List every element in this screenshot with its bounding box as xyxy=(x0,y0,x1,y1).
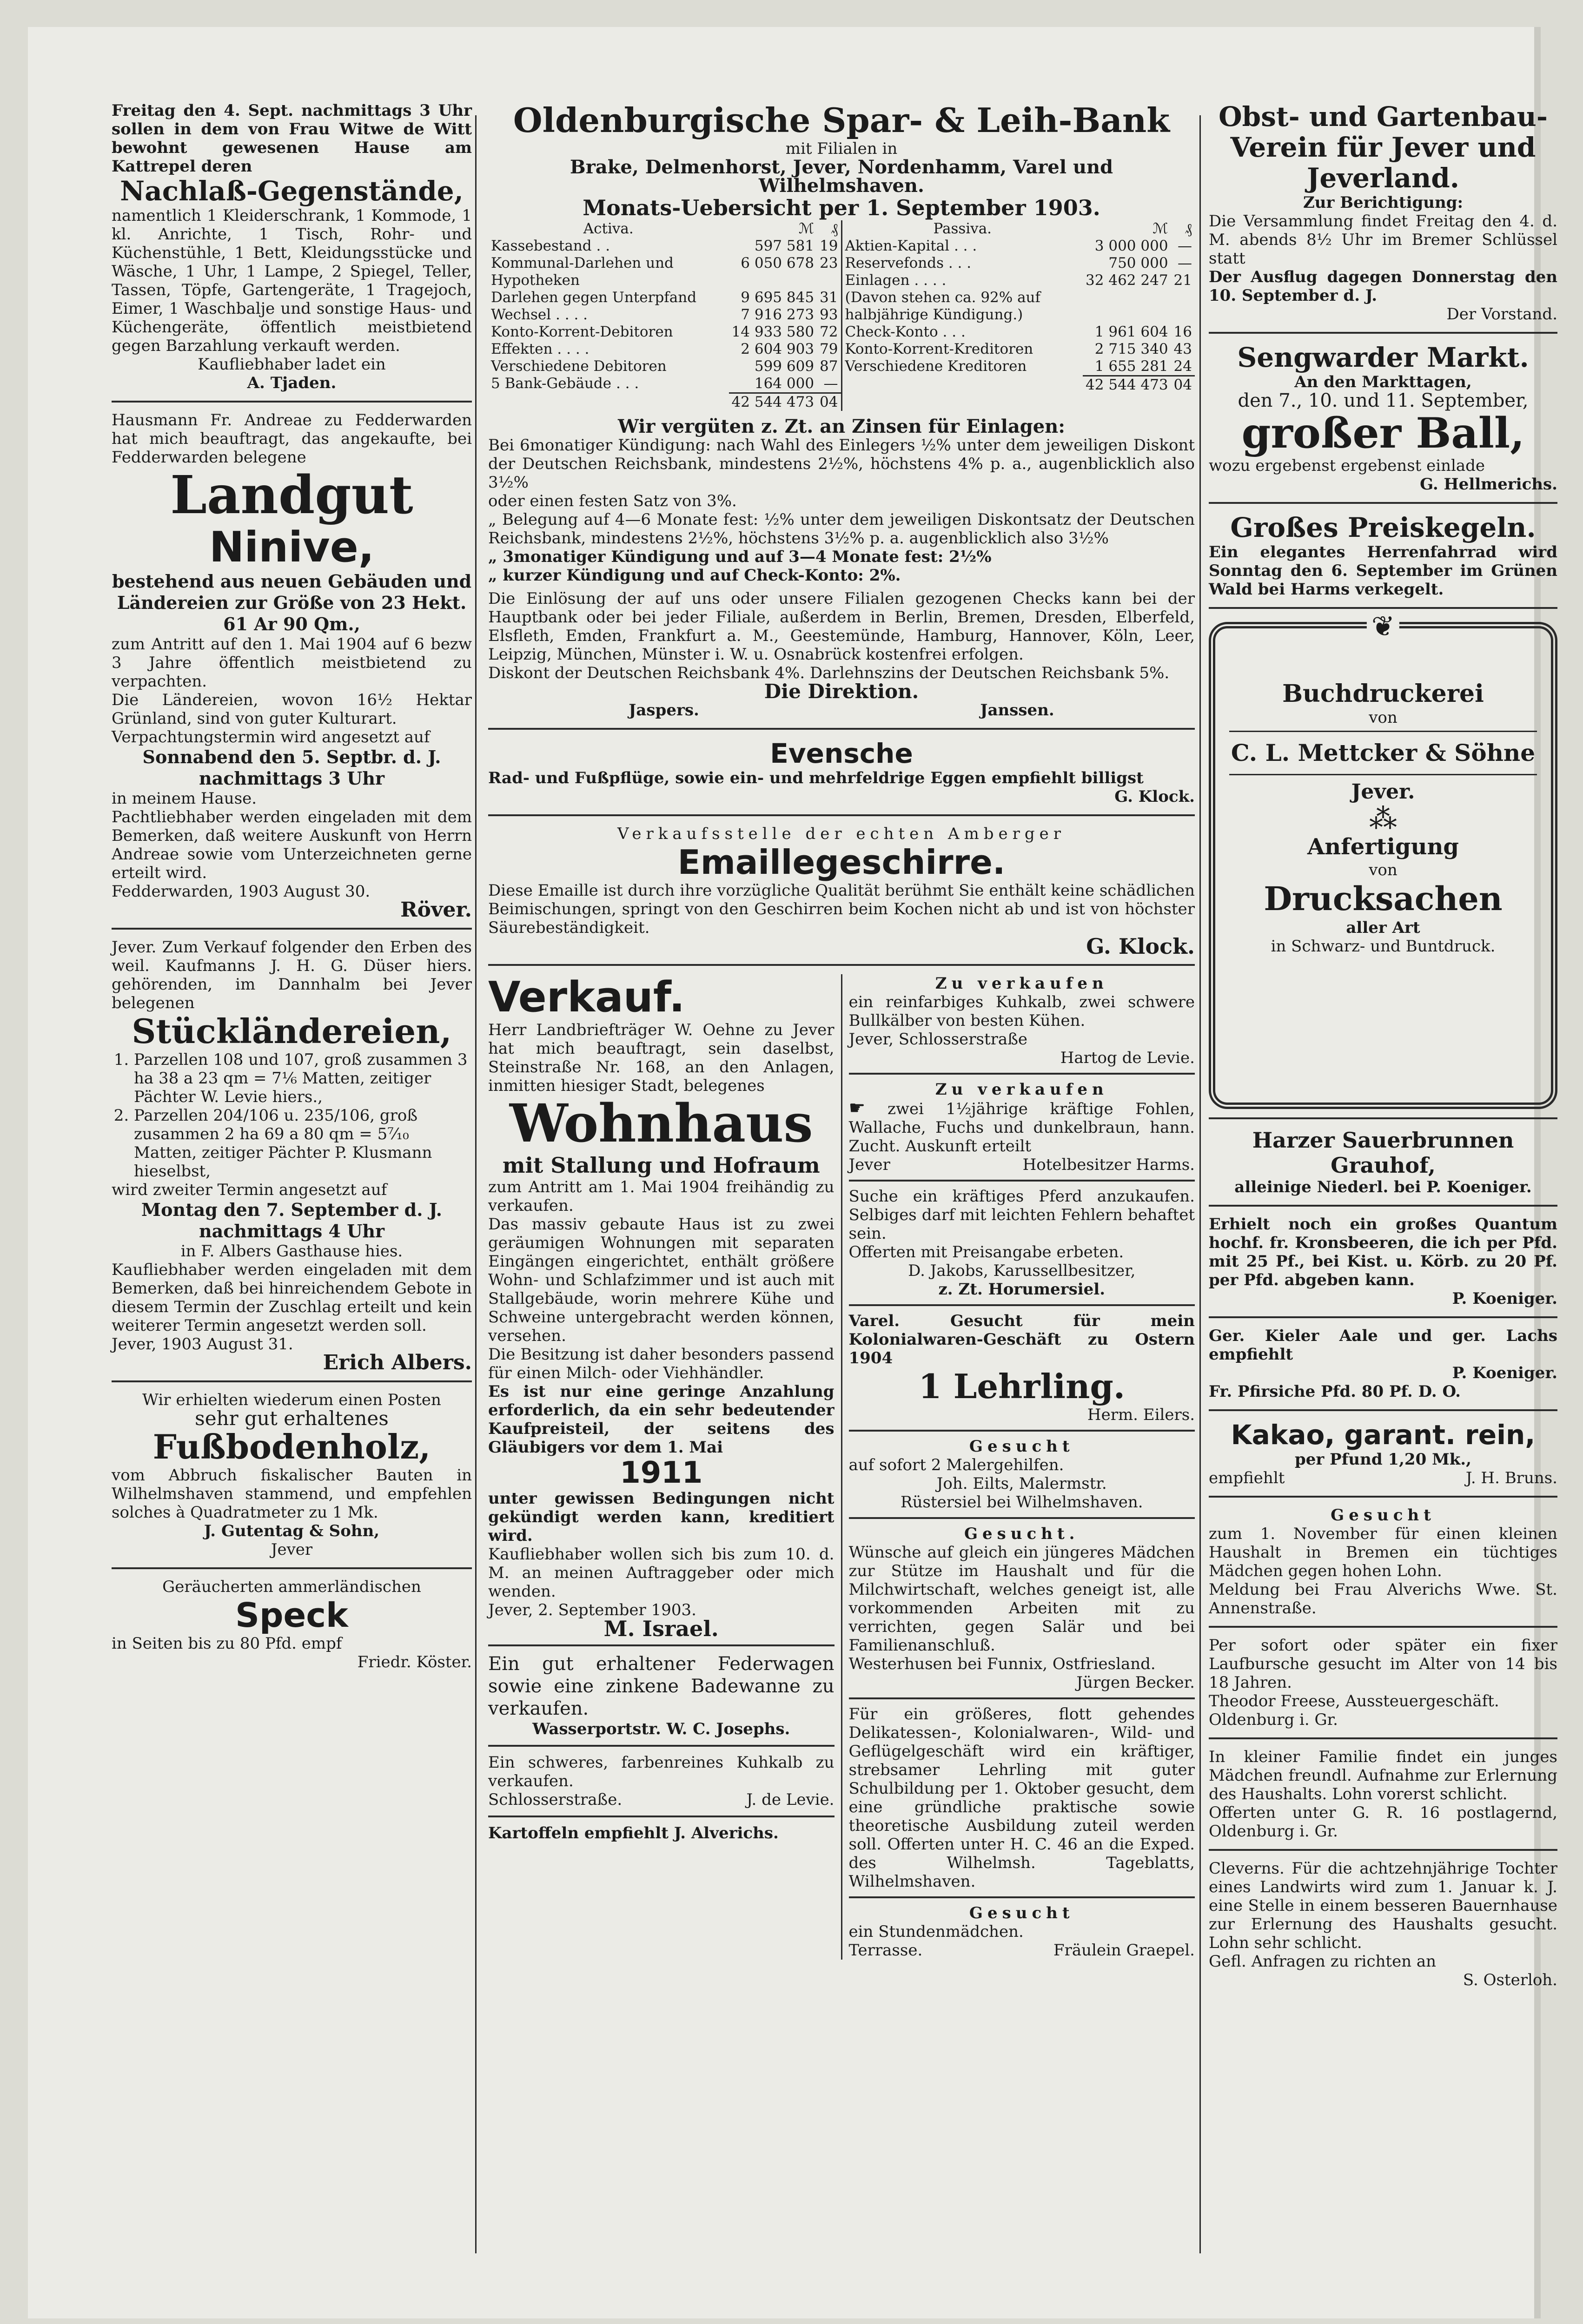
ad-body: Per sofort oder später ein fixer Laufbursche gesucht im Alter von 14 bis 18 Jahren. xyxy=(1209,1636,1557,1692)
ad-body xyxy=(849,1099,1195,1155)
activa-table xyxy=(488,220,841,411)
ad-date: den 7., 10. und 11. September, xyxy=(1238,390,1529,411)
ad-body: Die Ländereien, wovon 16½ Hektar Grünland, sind von guter Kulturart. xyxy=(112,691,472,728)
row-label: Kassebestand . . xyxy=(491,238,610,254)
bank-title: Oldenburgische Spar- & Leih-Bank xyxy=(513,100,1170,140)
row-label: Wechsel . . . . xyxy=(491,306,588,323)
ad-haushalt xyxy=(1209,1737,1557,1841)
ad-kronsbeeren xyxy=(1209,1205,1557,1308)
ad-footer xyxy=(488,1790,835,1809)
ad-body: wird zweiter Termin angesetzt auf xyxy=(112,1181,387,1199)
frame-line: in Schwarz- und Buntdruck. xyxy=(1271,937,1496,956)
row-amount-pf: 72 xyxy=(820,324,838,340)
ad-signature: z. Zt. Horumersiel. xyxy=(938,1280,1106,1299)
row-label: 5 Bank-Gebäude . . . xyxy=(491,375,639,392)
ad-intro: Hausmann Fr. Andreae zu Fedderwarden hat mich beauftragt, das angekaufte, bei Fedderwarden belegene xyxy=(112,411,472,467)
ad-bank xyxy=(488,101,1195,720)
table-row xyxy=(842,238,1195,255)
ad-subhead: Zur Berichtigung: xyxy=(1303,193,1464,212)
ad-subhead: An den Markttagen, xyxy=(1294,373,1472,391)
director-name: Janssen. xyxy=(980,701,1054,720)
ad-signature: G. Klock. xyxy=(1086,934,1195,959)
ad-buchdruckerei xyxy=(1209,607,1557,1109)
ad-intro: Verkaufsstelle der echten Amberger xyxy=(617,825,1066,843)
currency-mark: ₰ xyxy=(1185,220,1192,237)
ad-signature: Hotelbesitzer Harms. xyxy=(1022,1155,1195,1174)
ad-place: Schlosserstraße. xyxy=(488,1790,623,1809)
row-amount-pf: 19 xyxy=(820,238,838,254)
interest-line: „ Belegung auf 4—6 Monate fest: ½% unter dem jeweiligen Diskontsatz der Deutschen Reichsbank, mindestens 2½%, höchstens 3½% p. a. augenblicklich also 3½% xyxy=(488,510,1195,548)
row-amount-mark xyxy=(1083,289,1171,324)
frame-line: von xyxy=(1369,861,1398,879)
ad-signature: Röver. xyxy=(400,898,472,922)
ad-body: Wünsche auf gleich ein jüngeres Mädchen zur Stütze im Haushalt und für die Milchwirtschaft, welches geneigt ist, alle vorkommenden Arbeiten mit zu verrichten, gegen Salär und bei Familienanschluß. xyxy=(848,1543,1195,1655)
ad-body: zum 1. November für einen kleinen Haushalt in Bremen ein tüchtiges Mädchen gegen hohen Lohn. xyxy=(1209,1525,1557,1580)
ad-headline: Stückländereien, xyxy=(132,1011,452,1051)
ad-evensche xyxy=(488,728,1195,806)
ad-signature: Wasserportstr. W. C. Josephs. xyxy=(532,1720,790,1738)
frame-line: Drucksachen xyxy=(1264,879,1503,918)
ad-signature: M. Israel. xyxy=(603,1616,719,1641)
row-amount-pf: 24 xyxy=(1173,358,1192,375)
row-label xyxy=(488,393,729,411)
balance-sheet xyxy=(488,220,1195,411)
row-amount-pf: 16 xyxy=(1173,324,1192,340)
ad-lehrling xyxy=(849,1304,1195,1424)
column-right xyxy=(1209,101,1557,1989)
ad-intro: Freitag den 4. Sept. nachmittags 3 Uhr sollen in dem von Frau Witwe de Witt bewohnt gewesenen Hause am Kattrepel deren xyxy=(112,101,472,176)
row-label: Kommunal-Darlehen und Hypotheken xyxy=(491,255,674,289)
ad-place: Jever xyxy=(271,1540,313,1559)
ad-body: Die Versammlung findet Freitag den 4. d. M. abends 8½ Uhr im Bremer Schlüssel statt xyxy=(1209,212,1557,268)
ad-subcolumns xyxy=(488,964,1195,1960)
ad-body: Suche ein kräftiges Pferd anzukaufen. Selbiges darf mit leichten Fehlern behaftet sein. xyxy=(848,1187,1195,1243)
frame-line: aller Art xyxy=(1346,918,1420,937)
ad-footer xyxy=(1209,1469,1557,1487)
total-amount-mark: 42 544 473 xyxy=(1083,376,1171,394)
table-total-row xyxy=(842,376,1195,394)
row-amount-pf: 93 xyxy=(820,306,838,323)
ad-headline: Verkauf. xyxy=(488,973,685,1022)
ad-intro: Jever. Zum Verkauf folgender den Erben des weil. Kaufmanns J. H. G. Düser hiers. gehörenden, im Dannhalm bei Jever belegenen xyxy=(112,938,472,1012)
row-amount-pf: 31 xyxy=(820,289,838,306)
pointing-hand-icon: ☛ xyxy=(848,1097,866,1119)
row-label xyxy=(842,376,1083,394)
ad-kuhkalb-1 xyxy=(849,974,1195,1067)
passiva-side xyxy=(841,220,1195,411)
ad-headline-2: Ninive, xyxy=(209,523,374,572)
ad-body: Cleverns. Für die achtzehnjährige Tochter eines Landwirts wird zum 1. Januar k. J. eine Stelle in einem besseren Bauernhause zur Erlernung des Haushalts gesucht. Lohn sehr schlicht. xyxy=(1209,1859,1557,1952)
row-amount-mark: 32 462 247 xyxy=(1086,272,1168,289)
table-row xyxy=(488,289,841,306)
frame-line: Anfertigung xyxy=(1307,834,1459,860)
ad-signature: Friedr. Köster. xyxy=(357,1653,472,1671)
ad-maedchen xyxy=(849,1517,1195,1692)
table-row xyxy=(842,255,1195,272)
ad-headline: Großes Preiskegeln. xyxy=(1230,512,1536,543)
ad-body: Gefl. Anfragen zu richten an xyxy=(1209,1952,1437,1971)
newspaper-page xyxy=(28,27,1557,2318)
ad-headline: Gesucht xyxy=(969,1904,1074,1922)
ad-grauhof xyxy=(1209,1117,1557,1196)
ad-body: Meldung bei Frau Alverichs Wwe. St. Annenstraße. xyxy=(1209,1580,1557,1618)
ad-body: Der Ausflug dagegen Donnerstag den 10. September d. J. xyxy=(1209,268,1557,305)
ad-signature: D. Jakobs, Karussellbesitzer, xyxy=(908,1261,1136,1280)
ad-fussbodenholz xyxy=(112,1380,472,1559)
table-row xyxy=(488,341,841,358)
ad-signature: J. Gutentag & Sohn, xyxy=(204,1522,380,1540)
ad-subhead: mit Stallung und Hofraum xyxy=(502,1153,820,1178)
row-label: Check-Konto . . . xyxy=(845,324,966,340)
currency-mark: ℳ xyxy=(1152,220,1168,237)
subcolumn-right xyxy=(841,974,1195,1960)
passiva-table xyxy=(842,220,1195,394)
ad-subhead: alleinige Niederl. bei P. Koeniger. xyxy=(1234,1178,1532,1196)
ad-signature: S. Osterloh. xyxy=(1463,1971,1557,1989)
total-amount-pf: 04 xyxy=(1171,376,1195,394)
ad-body: auf sofort 2 Malergehilfen. xyxy=(848,1456,1064,1474)
ad-headline: Landgut xyxy=(170,465,413,526)
ad-signature: A. Tjaden. xyxy=(247,374,337,392)
ad-gesucht-bremen xyxy=(1209,1496,1557,1618)
passiva-label: Passiva. xyxy=(933,220,992,237)
ad-body: zum Antritt auf den 1. Mai 1904 auf 6 bezw 3 Jahre öffentlich meistbietend zu verpachten. xyxy=(112,635,472,691)
row-label: Effekten . . . . xyxy=(491,341,589,357)
ad-headline: Gesucht xyxy=(969,1437,1074,1456)
subcolumn-left xyxy=(488,974,841,1960)
ad-body: ein Stundenmädchen. xyxy=(848,1922,1024,1941)
ad-signature: J. de Levie. xyxy=(746,1790,835,1809)
row-label: Konto-Korrent-Kreditoren xyxy=(845,341,1033,357)
ad-fohlen xyxy=(849,1073,1195,1174)
ad-headline: Gesucht. xyxy=(964,1525,1080,1543)
ad-body: In kleiner Familie findet ein junges Mädchen freundl. Aufnahme zur Erlernung des Haushalts. Lohn vorerst schlicht. xyxy=(1209,1748,1557,1803)
ad-signature: Hartog de Levie. xyxy=(1060,1049,1195,1067)
ad-signature: J. H. Bruns. xyxy=(1465,1469,1557,1487)
ad-subhead: bestehend aus neuen Gebäuden und Ländereien zur Größe von 23 Hekt. 61 Ar 90 Qm., xyxy=(112,571,472,634)
row-amount-mark: 164 000 xyxy=(754,375,815,392)
ad-body: Kaufliebhaber wollen sich bis zum 10. d. M. an meinen Auftraggeber oder mich wenden. xyxy=(488,1545,835,1601)
ad-preiskegeln xyxy=(1209,502,1557,599)
ad-place: Oldenburg i. Gr. xyxy=(1209,1710,1338,1729)
row-amount-pf: — xyxy=(823,375,838,392)
row-label: Verschiedene Kreditoren xyxy=(845,358,1027,375)
ad-obstbau xyxy=(1209,101,1557,324)
ad-intro: Wir erhielten wiederum einen Posten xyxy=(142,1391,441,1409)
ad-body: Pachtliebhaber werden eingeladen mit dem Bemerken, daß weitere Auskunft von Herrn Andreae sowie vom Unterzeichneten gerne erteilt wird. xyxy=(112,808,472,882)
ad-intro: Geräucherten ammerländischen xyxy=(162,1578,421,1596)
ad-federwagen xyxy=(488,1644,835,1738)
ad-intro: Herr Landbriefträger W. Oehne zu Jever hat mich beauftragt, sein daselbst, Steinstraße Nr. 168, an den Anlagen, inmitten hiesiger Stadt, belegenes xyxy=(488,1021,835,1095)
row-amount-mark: 597 581 xyxy=(754,238,815,254)
ad-signature: P. Koeniger. xyxy=(1452,1364,1557,1382)
row-amount-mark: 7 916 273 xyxy=(741,306,815,323)
currency-mark: ℳ xyxy=(798,220,815,237)
interest-heading: Wir vergüten z. Zt. an Zinsen für Einlagen: xyxy=(617,416,1066,437)
table-row xyxy=(842,341,1195,358)
row-label: Konto-Korrent-Debitoren xyxy=(491,324,673,340)
column-rule xyxy=(475,115,477,2253)
bank-report-title: Monats-Uebersicht per 1. September 1903. xyxy=(583,195,1100,220)
ad-body: ein reinfarbiges Kuhkalb, zwei schwere Bullkälber von besten Kühen. xyxy=(848,993,1195,1030)
ad-place: Jever xyxy=(848,1155,890,1174)
ad-body: Kartoffeln empfiehlt J. Alverichs. xyxy=(488,1824,779,1842)
ad-body: zum Antritt am 1. Mai 1904 freihändig zu verkaufen. xyxy=(488,1178,835,1215)
currency-mark: ₰ xyxy=(831,220,838,237)
ad-kuhkalb xyxy=(488,1745,835,1809)
ad-place: in F. Albers Gasthause hies. xyxy=(180,1242,403,1261)
ad-signature: Erich Albers. xyxy=(323,1351,472,1374)
row-amount-pf: — xyxy=(1178,255,1192,271)
ad-body-text: zwei 1½jährige kräftige Fohlen, Wallache, Fuchs und dunkelbraun, hann. Zucht. Auskunft erteilt xyxy=(848,1100,1195,1155)
ad-cleverns xyxy=(1209,1849,1557,1989)
row-label: Darlehen gegen Unterpfand xyxy=(491,289,697,306)
ad-place: Terrasse. xyxy=(848,1941,923,1960)
frame-line: C. L. Mettcker & Söhne xyxy=(1229,731,1537,775)
ad-body: Für ein größeres, flott gehendes Delikatessen-, Kolonialwaren-, Wild- und Geflügelgeschäft wird ein kräftiger, strebsamer Lehrling mit guter Schulbildung per 1. Oktober gesucht, dem eine gründliche praktische sowie theoretische Ausbildung zuteil werden soll. Offerten unter H. C. 46 an die Exped. des Wilhelmsh. Tageblatts, Wilhelmshaven. xyxy=(848,1705,1195,1891)
ad-dateline: Jever, 1903 August 31. xyxy=(112,1335,293,1353)
row-amount-mark: 9 695 845 xyxy=(741,289,815,306)
ad-body: Erhielt noch ein großes Quantum hochf. fr. Kronsbeeren, die ich per Pfd. mit 25 Pf., bei Kist. u. Körb. zu 20 Pf. per Pfd. abgeben kann. xyxy=(1209,1215,1557,1289)
ad-body: Ein gut erhaltener Federwagen sowie eine zinkene Badewanne zu verkaufen. xyxy=(488,1653,835,1719)
total-amount-mark: 42 544 473 xyxy=(729,393,817,411)
ad-signature: Joh. Eilts, Malermstr. xyxy=(936,1474,1107,1493)
ad-speck xyxy=(112,1567,472,1671)
table-row xyxy=(488,306,841,324)
ad-body: Fr. Pfirsiche Pfd. 80 Pf. D. O. xyxy=(1209,1382,1461,1401)
table-row xyxy=(842,324,1195,341)
ad-signature: Herm. Eilers. xyxy=(1087,1406,1195,1424)
ad-tail: Kaufliebhaber ladet ein xyxy=(198,355,386,374)
bank-note: Diskont der Deutschen Reichsbank 4%. Darlehnszins der Deutschen Reichsbank 5%. xyxy=(488,664,1170,682)
ad-place: in meinem Hause. xyxy=(112,789,257,808)
interest-line: „ kurzer Kündigung und auf Check-Konto: 2%. xyxy=(488,566,901,585)
ad-headline: Sengwarder Markt. xyxy=(1237,342,1529,373)
row-amount-pf: 21 xyxy=(1173,272,1192,289)
row-amount-mark: 6 050 678 xyxy=(741,255,815,271)
ad-body: Offerten mit Preisangabe erbeten. xyxy=(848,1243,1124,1261)
ad-aale xyxy=(1209,1316,1557,1401)
list-item: 2. Parzellen 204/106 u. 235/106, groß zusammen 2 ha 69 a 80 qm = 5⁷⁄₁₀ Matten, zeitiger Pächter P. Klusmann hieselbst, xyxy=(134,1106,472,1181)
row-label: Einlagen . . . . xyxy=(845,272,947,289)
row-amount-pf: 23 xyxy=(820,255,838,271)
interest-line: „ 3monatiger Kündigung und auf 3—4 Monate fest: 2½% xyxy=(488,548,992,566)
ad-body: Die Besitzung ist daher besonders passend für einen Milch- oder Viehhändler. xyxy=(488,1345,835,1382)
ad-body: Ger. Kieler Aale und ger. Lachs empfiehlt xyxy=(1209,1327,1557,1364)
ad-headline: 1 Lehrling. xyxy=(918,1367,1125,1406)
column-rule xyxy=(1199,115,1201,2253)
row-label: Verschiedene Debitoren xyxy=(491,358,667,375)
ad-stundenmaedchen xyxy=(849,1896,1195,1960)
ad-landgut xyxy=(112,401,472,922)
row-amount-mark: 14 933 580 xyxy=(731,324,815,340)
row-amount-mark: 3 000 000 xyxy=(1094,238,1168,254)
ad-dateline: Fedderwarden, 1903 August 30. xyxy=(112,882,371,901)
ad-kakao xyxy=(1209,1409,1557,1487)
frame-line: Jever. xyxy=(1351,780,1415,804)
ad-body: wozu ergebenst ergebenst einlade xyxy=(1209,456,1485,475)
ad-body: in Seiten bis zu 80 Pfd. empf xyxy=(112,1634,342,1653)
ad-place: Rüstersiel bei Wilhelmshaven. xyxy=(900,1493,1143,1512)
ad-date: Sonnabend den 5. Septbr. d. J. nachmittags 3 Uhr xyxy=(142,746,441,789)
row-amount-mark: 750 000 xyxy=(1108,255,1168,271)
ad-signature: Der Vorstand. xyxy=(1446,305,1557,324)
ad-body: vom Abbruch fiskalischer Bauten in Wilhelmshaven stammend, und empfehlen solches à Quadratmeter zu 1 Mk. xyxy=(112,1466,472,1522)
bank-directors xyxy=(488,701,1195,720)
parcel-list xyxy=(112,1050,472,1181)
ad-nachlass xyxy=(112,101,472,392)
ad-headline: Zu verkaufen xyxy=(935,1080,1108,1099)
ad-body: Kaufliebhaber werden eingeladen mit dem Bemerken, daß bei hinreichendem Gebote in diesem Termin der Zuschlag erteilt und kein weiterer Termin angesetzt werden soll. xyxy=(112,1261,472,1335)
ad-signature: Fräulein Graepel. xyxy=(1053,1941,1195,1960)
table-row xyxy=(488,238,841,255)
ad-body: Das massiv gebaute Haus ist zu zwei geräumigen Wohnungen mit separaten Eingängen eingerichtet, enthält größere Wohn- und Schlafzimmer und ist auch mit Stallgebäude, worin mehrere Kühe und Schweine untergebracht werden können, versehen. xyxy=(488,1215,835,1345)
row-amount-pf: 43 xyxy=(1173,341,1192,357)
ad-body: namentlich 1 Kleiderschrank, 1 Kommode, 1 kl. Anrichte, 1 Tisch, Rohr- und Küchenstühle, 1 Bett, Kleidungsstücke und Wäsche, 1 Uhr, 1 Lampe, 2 Spiegel, Teller, Tassen, Töpfe, Gartengeräte, 1 Tragejoch, Eimer, 1 Waschbalje und sonstige Haus- und Küchengeräte, öffentlich meistbietend gegen Barzahlung verkauft werden. xyxy=(112,206,472,355)
list-item: 1. Parzellen 108 und 107, groß zusammen 3 ha 38 a 23 qm = 7⅙ Matten, zeitiger Pächter W. Levie hiers., xyxy=(134,1050,472,1106)
ad-date: Montag den 7. September d. J. nachmittags 4 Uhr xyxy=(141,1199,442,1241)
ad-body: Diese Emaille ist durch ihre vorzügliche Qualität berühmt Sie enthält keine schädlichen Beimischungen, springt von den Geschirren beim Kochen nicht ab und ist von höchster Säurebeständigkeit. xyxy=(488,881,1195,937)
row-amount-mark: 2 715 340 xyxy=(1094,341,1168,357)
ad-signature: Jürgen Becker. xyxy=(1076,1673,1195,1692)
row-label: Reservefonds . . . xyxy=(845,255,972,271)
ad-subhead: sehr gut erhaltenes xyxy=(195,1407,389,1430)
ad-subhead: per Pfund 1,20 Mk., xyxy=(1295,1450,1471,1469)
ad-signature: Theodor Freese, Aussteuergeschäft. xyxy=(1209,1692,1499,1710)
ad-headline: Kakao, garant. rein, xyxy=(1231,1419,1536,1451)
table-row xyxy=(842,272,1195,289)
row-label: Aktien-Kapital . . . xyxy=(845,238,977,254)
row-amount-mark: 1 655 281 xyxy=(1094,358,1168,375)
ad-headline: Zu verkaufen xyxy=(935,974,1108,993)
ad-headline-2: großer Ball, xyxy=(1241,409,1525,458)
ad-place: Westerhusen bei Funnix, Ostfriesland. xyxy=(848,1655,1156,1673)
director-name: Jaspers. xyxy=(629,701,699,720)
table-row xyxy=(488,324,841,341)
ad-laufbursche xyxy=(1209,1626,1557,1729)
table-total-row xyxy=(488,393,841,411)
ad-body: Verpachtungstermin wird angesetzt auf xyxy=(112,728,430,746)
bank-signature: Die Direktion. xyxy=(764,680,919,703)
activa-side xyxy=(488,220,841,411)
ad-malergehilfen xyxy=(849,1430,1195,1512)
activa-label: Activa. xyxy=(583,220,634,237)
row-amount-pf xyxy=(1171,289,1195,324)
row-amount-pf: 79 xyxy=(820,341,838,357)
ad-body: Es ist nur eine geringe Anzahlung erforderlich, da ein sehr bedeutender Kaufpreisteil, der seitens des Gläubigers vor dem 1. Mai xyxy=(488,1382,835,1457)
ad-delikatessen xyxy=(849,1697,1195,1891)
ad-sengwarder xyxy=(1209,332,1557,494)
bank-note: Die Einlösung der auf uns oder unsere Filialen gezogenen Checks kann bei der Hauptbank oder bei jeder Filiale, außerdem in Berlin, Bremen, Dresden, Elberfeld, Elsfleth, Emden, Frankfurt a. M., Geestemünde, Hamburg, Hannover, Köln, Leer, Leipzig, München, Münster i. W. u. Osnabrück kostenfrei erfolgen. xyxy=(488,589,1195,664)
frame-line: von xyxy=(1369,708,1398,727)
ad-headline: Fußbodenholz, xyxy=(152,1427,431,1466)
row-amount-mark: 2 604 903 xyxy=(741,341,815,357)
row-amount-mark: 1 961 604 xyxy=(1094,324,1168,340)
ad-intro: Varel. Gesucht für mein Kolonialwaren-Geschäft zu Ostern 1904 xyxy=(848,1312,1195,1367)
ad-headline: Speck xyxy=(235,1596,348,1635)
flower-ornament-icon: ❦ xyxy=(1367,613,1399,640)
ad-footer xyxy=(849,1155,1195,1174)
ad-signature: P. Koeniger. xyxy=(1452,1289,1557,1308)
ad-headline: Emaillegeschirre. xyxy=(677,843,1006,882)
row-amount-pf: — xyxy=(1178,238,1192,254)
ad-body: Rad- und Fußpflüge, sowie ein- und mehrfeldrige Eggen empfiehlt billigst xyxy=(488,769,1144,787)
ad-body: Ein schweres, farbenreines Kuhkalb zu verkaufen. xyxy=(488,1753,835,1790)
flourish-ornament-icon: ⁂ xyxy=(1369,803,1397,835)
table-row xyxy=(842,289,1195,324)
row-label: (Davon stehen ca. 92% auf halbjährige Kündigung.) xyxy=(845,289,1040,323)
table-row xyxy=(488,375,841,393)
row-amount-mark: 599 609 xyxy=(754,358,815,375)
ad-pferd xyxy=(849,1180,1195,1299)
table-row xyxy=(488,255,841,289)
ornamental-frame xyxy=(1209,610,1557,1109)
frame-line: Buchdruckerei xyxy=(1282,680,1484,708)
ad-signature: G. Klock. xyxy=(1114,787,1195,806)
ad-body: unter gewissen Bedingungen nicht gekündigt werden kann, kreditiert wird. xyxy=(488,1489,835,1545)
ad-body: Offerten unter G. R. 16 postlagernd, Oldenburg i. Gr. xyxy=(1209,1803,1557,1841)
table-row xyxy=(842,358,1195,376)
ad-headline: Harzer Sauerbrunnen Grauhof, xyxy=(1252,1128,1514,1178)
ad-dateline: Jever, 2. September 1903. xyxy=(488,1601,696,1619)
ad-footer xyxy=(849,1941,1195,1960)
column-left xyxy=(112,101,472,1671)
ad-headline: Obst- und Gartenbau-Verein für Jever und Jeverland. xyxy=(1219,101,1548,194)
ad-stuecklaendereien xyxy=(112,928,472,1372)
bank-branches: Brake, Delmenhorst, Jever, Nordenhamm, Varel und Wilhelmshaven. xyxy=(570,156,1113,197)
ad-body: Ein elegantes Herrenfahrrad wird Sonntag den 6. September im Grünen Wald bei Harms verkegelt. xyxy=(1209,543,1557,599)
ad-signature: G. Hellmerichs. xyxy=(1420,475,1557,494)
bank-subtitle: mit Filialen in xyxy=(785,139,898,158)
ad-headline: Evensche xyxy=(770,738,913,769)
row-amount-pf: 87 xyxy=(820,358,838,375)
table-row xyxy=(488,358,841,375)
column-middle xyxy=(488,101,1195,1960)
total-amount-pf: 04 xyxy=(817,393,841,411)
ad-place: Jever, Schlosserstraße xyxy=(848,1030,1028,1049)
ad-emaille xyxy=(488,814,1195,959)
ad-body: empfiehlt xyxy=(1209,1469,1285,1487)
interest-line: oder einen festen Satz von 3%. xyxy=(488,492,737,510)
ad-headline: Gesucht xyxy=(1331,1506,1436,1525)
ad-headline: Nachlaß-Gegenstände, xyxy=(120,175,464,207)
ad-year: 1911 xyxy=(620,1456,703,1490)
ad-headline-2: Wohnhaus xyxy=(509,1093,813,1154)
ad-verkauf xyxy=(488,973,835,1641)
interest-line: Bei 6monatiger Kündigung: nach Wahl des Einlegers ½% unter dem jeweiligen Diskont der Deutschen Reichsbank, mindestens 2½%, höchstens 4% p. a., augenblicklich also 3½% xyxy=(488,436,1195,492)
ad-kartoffeln xyxy=(488,1816,835,1842)
